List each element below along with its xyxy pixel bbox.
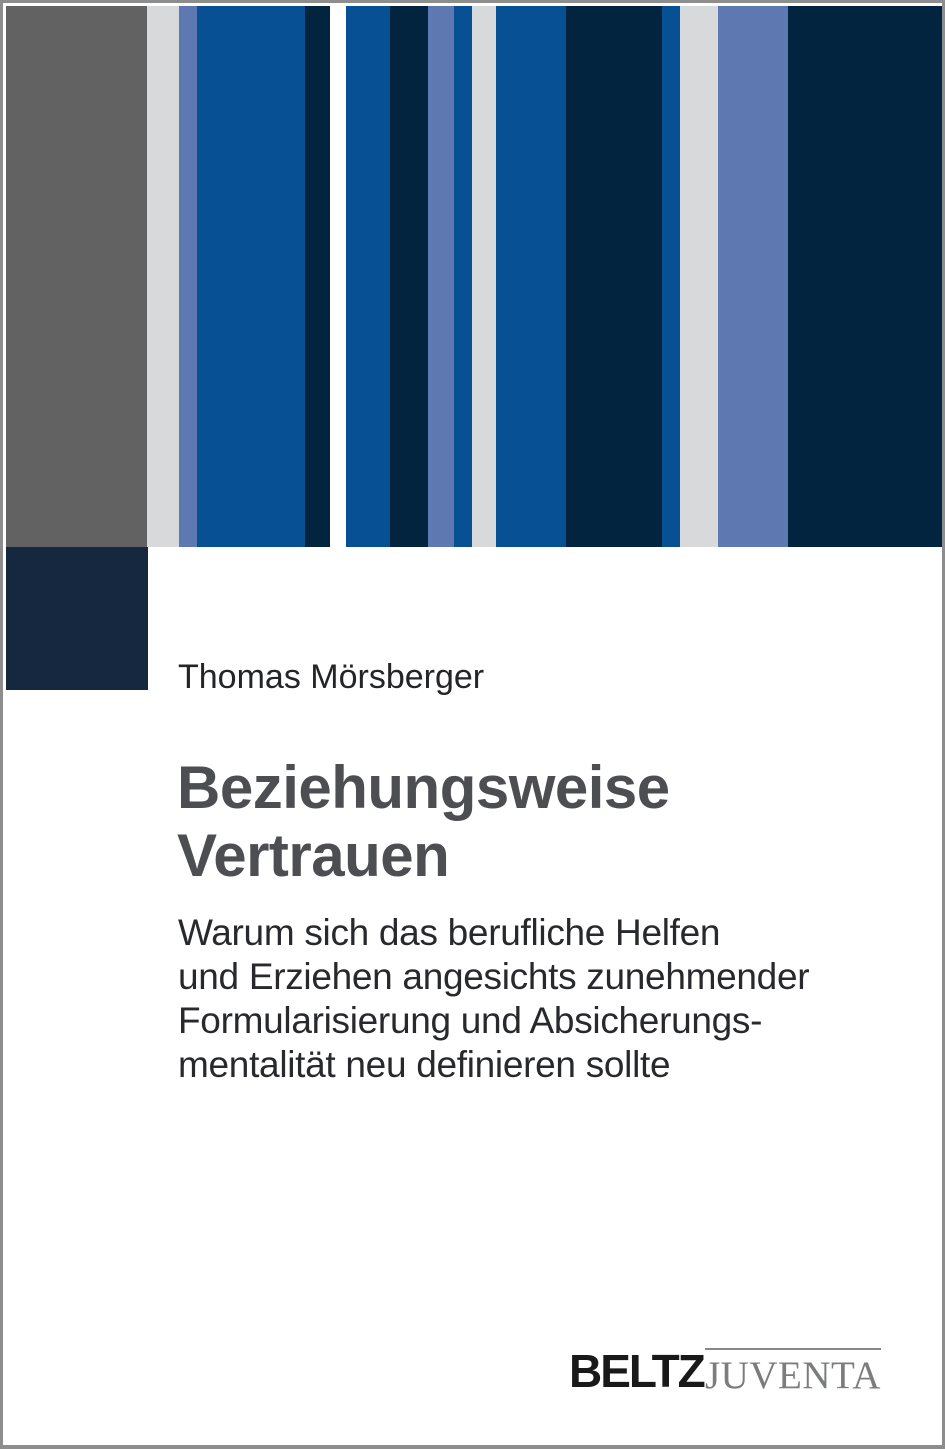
stripe <box>346 6 390 547</box>
stripe <box>305 6 330 547</box>
stripe <box>428 6 454 547</box>
author-name: Thomas Mörsberger <box>178 658 485 696</box>
book-title-line-1: Beziehungsweise <box>177 754 670 821</box>
stripe <box>330 6 346 547</box>
accent-block <box>6 547 148 690</box>
stripe <box>472 6 496 547</box>
subtitle-line-4: mentalität neu definieren sollte <box>178 1044 671 1085</box>
subtitle-line-2: und Erziehen angesichts zunehmender <box>178 956 810 997</box>
juventa-wordmark: JUVENTA <box>705 1348 881 1395</box>
stripe <box>788 6 945 547</box>
stripe <box>566 6 662 547</box>
stripe <box>718 6 788 547</box>
stripe <box>197 6 305 547</box>
book-subtitle <box>178 911 809 1087</box>
stripe <box>454 6 472 547</box>
book-title <box>177 754 670 890</box>
subtitle-line-1: Warum sich das berufliche Helfen <box>178 912 721 953</box>
subtitle-line-3: Formularisierung und Absicherungs- <box>178 1000 763 1041</box>
stripe-band <box>6 6 945 547</box>
stripe <box>179 6 197 547</box>
stripe <box>390 6 428 547</box>
stripe <box>662 6 680 547</box>
stripe <box>496 6 566 547</box>
stripe <box>680 6 718 547</box>
stripe <box>147 6 179 547</box>
book-title-line-2: Vertrauen <box>177 822 450 889</box>
stripe <box>6 6 147 547</box>
beltz-wordmark: BELTZ <box>569 1345 704 1397</box>
